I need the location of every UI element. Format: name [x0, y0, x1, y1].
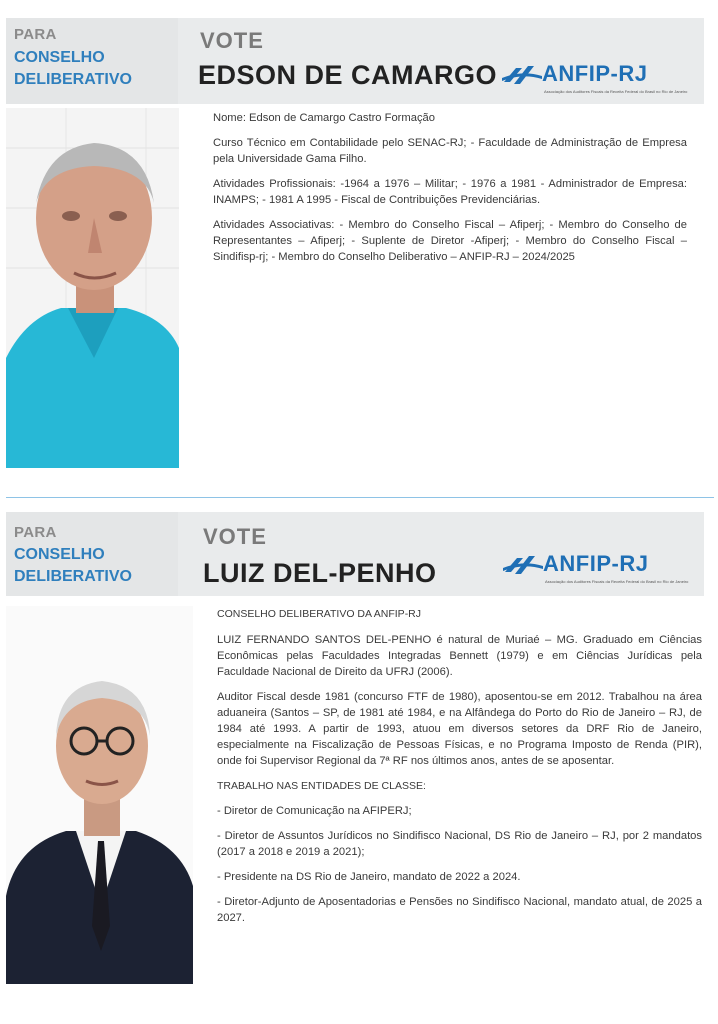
anfip-logo [502, 61, 688, 94]
candidate-name: EDSON DE CAMARGO [198, 60, 498, 90]
anfip-logo-icon [503, 552, 543, 578]
candidate-card-edson [0, 18, 718, 478]
bio-paragraph: - Diretor de Assuntos Jurídicos no Sindifisco Nacional, DS Rio de Janeiro – RJ, por 2 mandatos (2017 a 2018 e 2019 a 2021); [217, 830, 702, 858]
candidate-bio [213, 110, 687, 274]
conselho-label: CONSELHO [14, 49, 105, 66]
bio-paragraph: - Diretor de Comunicação na AFIPERJ; [217, 805, 412, 817]
anfip-logo-text: ANFIP-RJ [543, 551, 649, 576]
bio-paragraph: - Diretor-Adjunto de Aposentadorias e Pensões no Sindifisco Nacional, mandato atual, de 2025 a 2027. [217, 896, 702, 924]
card-divider [6, 497, 714, 498]
bio-heading: TRABALHO NAS ENTIDADES DE CLASSE: [217, 780, 426, 792]
candidate-photo [6, 108, 179, 468]
candidate-card-luiz [0, 512, 718, 982]
bio-heading: CONSELHO DELIBERATIVO DA ANFIP-RJ [217, 608, 422, 620]
anfip-logo-subtitle: Associação dos Auditores Fiscais da Receita Federal do Brasil no Rio de Janeiro [544, 89, 688, 94]
bio-paragraph: Atividades Profissionais: -1964 a 1976 – Militar; - 1976 a 1981 - Administrador de Empresa: INAMPS; - 1981 A 1995 - Fiscal de Contribuições Previdenciárias. [213, 178, 687, 206]
deliberativo-label: DELIBERATIVO [14, 568, 132, 585]
bio-paragraph: Nome: Edson de Camargo Castro Formação [213, 112, 435, 124]
conselho-label: CONSELHO [14, 546, 105, 563]
para-label: PARA [14, 26, 57, 43]
bio-paragraph: - Presidente na DS Rio de Janeiro, mandato de 2022 a 2024. [217, 871, 521, 883]
vote-label: VOTE [200, 28, 264, 53]
candidate-photo [6, 606, 193, 984]
para-label: PARA [14, 524, 57, 541]
vote-label: VOTE [203, 524, 267, 549]
bio-paragraph: LUIZ FERNANDO SANTOS DEL-PENHO é natural de Muriaé – MG. Graduado em Ciências Econômicas pelas Faculdades Integradas Bennett (1979) e em Ciências Jurídicas pela Faculdade Nacional de Direito da UFRJ (2006). [217, 634, 702, 678]
deliberativo-label: DELIBERATIVO [14, 71, 132, 88]
bio-paragraph: Curso Técnico em Contabilidade pelo SENAC-RJ; - Faculdade de Administração de Empresa pela Universidade Gama Filho. [213, 137, 687, 165]
bio-paragraph: Auditor Fiscal desde 1981 (concurso FTF de 1980), aposentou-se em 2012. Trabalhou na área aduaneira (Santos – SP, de 1981 até 1984, e na Alfândega do Porto do Rio de Janeiro – RJ, de 1984 até 1993. A partir de 1993, atuou em diversos setores da DRF Rio de Janeiro, especialmente na Fiscalização de Pessoas Físicas, e no Programa Imposto de Renda (PIR), onde foi Supervisor Regional da 7ª RF nos últimos anos, antes de se aposentar. [217, 691, 702, 767]
candidate-bio [217, 606, 702, 935]
bio-paragraph: Atividades Associativas: - Membro do Conselho Fiscal – Afiperj; - Membro do Conselho de Representantes – Afiperj; - Suplente de Diretor -Afiperj; - Membro do Conselho Fiscal – Sindifisp-rj; - Membro do Conselho Deliberativo – ANFIP-RJ – 2024/2025 [213, 219, 687, 263]
anfip-logo-icon [502, 62, 542, 88]
anfip-logo-subtitle: Associação dos Auditores Fiscais da Receita Federal do Brasil no Rio de Janeiro [545, 579, 689, 584]
candidate-name: LUIZ DEL-PENHO [203, 558, 437, 588]
anfip-logo [503, 551, 689, 584]
anfip-logo-text: ANFIP-RJ [542, 61, 648, 86]
